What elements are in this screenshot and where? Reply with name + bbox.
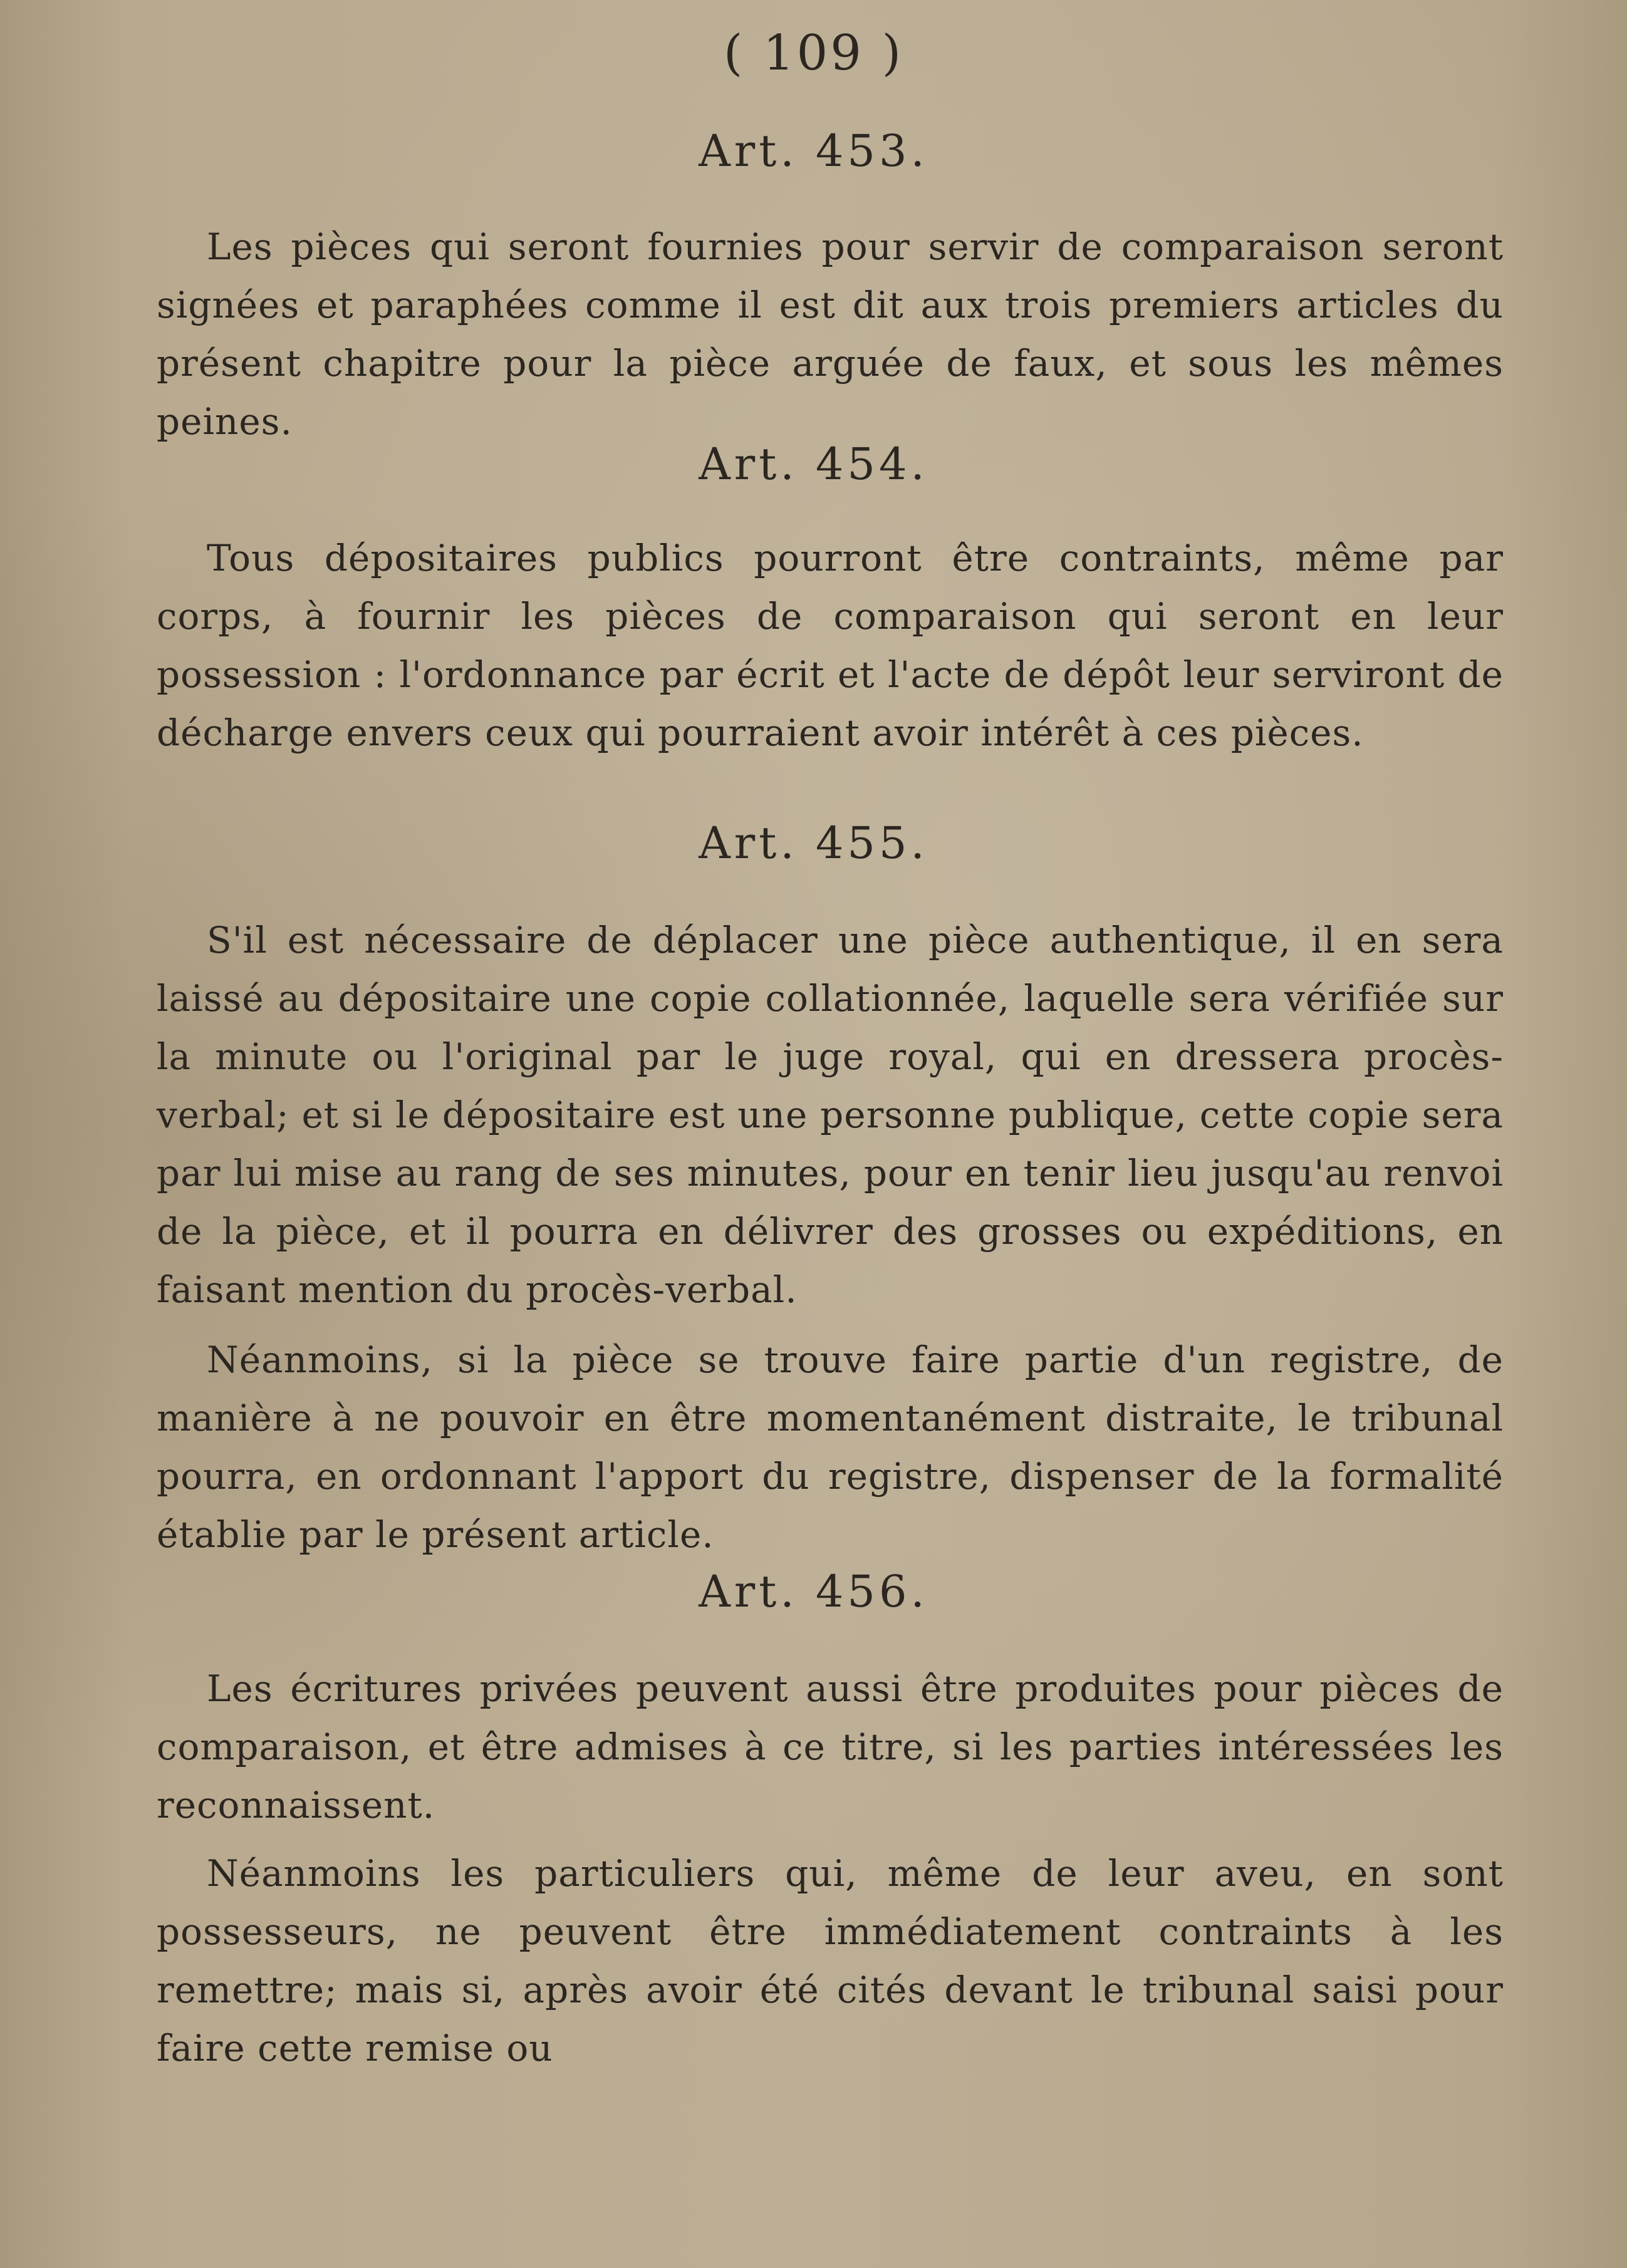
article-455-paragraph-1: S'il est nécessaire de déplacer une pièce authentique, il en sera laissé au dépositaire une copie collationnée, laquelle sera vérifiée sur la minute ou l'original par le juge royal, qui en dressera procès-verbal; et si le dépositaire est une personne publique, cette copie sera par lui mise au rang de ses minutes, pour en tenir lieu jusqu'au renvoi de la pièce, et il pourra en délivrer des grosses ou expéditions, en faisant mention du procès-verbal. [157,919,1504,1311]
article-453-paragraph-1: Les pièces qui seront fournies pour servir de comparaison seront signées et paraphées comme il est dit aux trois premiers articles du présent chapitre pour la pièce arguée de faux, et sous les mêmes peines. [157,225,1504,443]
article-heading-456: Art. 456. [699,1566,928,1617]
article-456-paragraph-1: Les écritures privées peuvent aussi être produites pour pièces de comparaison, et être admises à ce titre, si les parties intéressées les reconnaissent. [157,1667,1504,1826]
article-heading-455: Art. 455. [699,817,928,869]
article-454-paragraph-1: Tous dépositaires publics pourront être contraints, même par corps, à fournir les pièces de comparaison qui seront en leur possession : l'ordonnance par écrit et l'acte de dépôt leur serviront de décharge envers ceux qui pourraient avoir intérêt à ces pièces. [157,537,1504,754]
article-heading-453: Art. 453. [699,125,928,177]
article-456-paragraph-2: Néanmoins les particuliers qui, même de leur aveu, en sont possesseurs, ne peuvent être immédiatement contraints à les remettre; mais si, après avoir été cités devant le tribunal saisi pour faire cette remise ou [157,1852,1504,2069]
article-heading-454: Art. 454. [699,438,928,490]
article-455-paragraph-2: Néanmoins, si la pièce se trouve faire partie d'un registre, de manière à ne pouvoir en être momentanément distraite, le tribunal pourra, en ordonnant l'apport du registre, dispenser de la formalité établie par le présent article. [157,1339,1504,1556]
page-number: ( 109 ) [723,25,904,81]
